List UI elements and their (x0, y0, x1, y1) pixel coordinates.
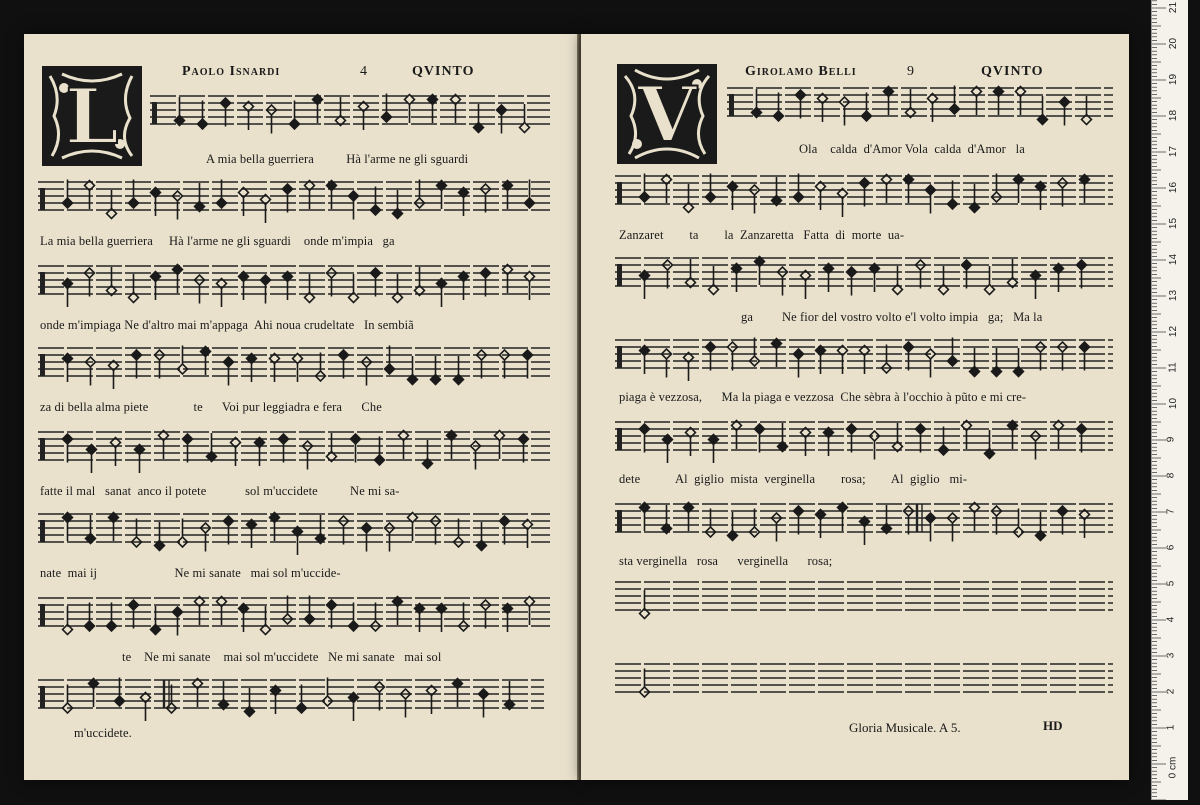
note-head (755, 424, 765, 434)
note-head (939, 445, 949, 455)
lyric-line: sta verginella rosa verginella rosa; (619, 554, 833, 568)
clef-icon (617, 346, 622, 368)
lyric-line: fatte il mal sanat anco il potete sol m'uccidete Ne mi sa- (40, 484, 400, 498)
measurement-ruler (1151, 0, 1188, 800)
ruler-number: 21 (1168, 1, 1180, 14)
clef-icon (40, 438, 45, 460)
note-head (283, 184, 293, 194)
note-head (497, 105, 507, 115)
lyric-line: za di bella alma piete te Voi pur leggiadra e fera Che (40, 400, 382, 414)
note-head (1080, 342, 1090, 352)
page-number: 4 (360, 64, 367, 79)
part-name: QVINTO (412, 64, 475, 79)
note-head (916, 424, 926, 434)
signature-mark: HD (1043, 718, 1063, 733)
staff (38, 180, 550, 224)
clef-icon (729, 94, 734, 116)
ruler-number: 9 (1165, 436, 1177, 443)
lyric-line: piaga è vezzosa, Ma la piaga e vezzosa Che sèbra à l'occhio à pũto e mi cre- (619, 390, 1027, 404)
note-head (904, 342, 914, 352)
note-head (375, 455, 385, 465)
staff (615, 257, 1113, 299)
note-head (261, 275, 271, 285)
note-head (926, 185, 936, 195)
note-head (794, 506, 804, 516)
note-head (224, 357, 234, 367)
ruler-number: 19 (1168, 73, 1180, 86)
note-head (860, 178, 870, 188)
note-head (794, 349, 804, 359)
note-head (339, 350, 349, 360)
note-head (305, 614, 315, 624)
initial-letter: V (637, 69, 697, 159)
staff (615, 421, 1113, 463)
staff (38, 265, 550, 307)
ruler-number: 1 (1165, 724, 1177, 731)
note-head (279, 434, 289, 444)
initial-letter: L (65, 71, 119, 161)
note-head (198, 119, 208, 129)
note-head (221, 98, 231, 108)
clef-icon (40, 354, 45, 376)
footer-title: Gloria Musicale. A 5. (849, 720, 961, 735)
note-head (481, 268, 491, 278)
page-number: 9 (907, 64, 914, 79)
note-head (519, 434, 529, 444)
staff (615, 503, 1113, 545)
lyric-line: te Ne mi sanate mai sol m'uccidete Ne mi sanate mai sol (122, 650, 442, 664)
lyric-line: ga Ne fior del vostro volto e'l volto impia ga; Ma la (741, 310, 1043, 324)
note-head (63, 434, 73, 444)
ruler-number: 18 (1168, 109, 1180, 122)
note-head (796, 90, 806, 100)
lyric-line: m'uccidete. (74, 726, 132, 740)
note-head (525, 198, 535, 208)
note-head (115, 696, 125, 706)
note-head (382, 112, 392, 122)
note-head (129, 600, 139, 610)
ruler-number: 15 (1168, 217, 1180, 230)
note-head (349, 191, 359, 201)
note-head (173, 607, 183, 617)
note-head (132, 350, 142, 360)
note-head (371, 268, 381, 278)
lyric-line: Zanzaret ta la Zanzaretta Fatta di morte ua- (619, 228, 905, 242)
note-head (85, 621, 95, 631)
clef-icon (617, 428, 622, 450)
note-head (948, 199, 958, 209)
ruler-number: 14 (1168, 253, 1180, 266)
staff (727, 86, 1113, 126)
clef-icon (617, 510, 622, 532)
ruler-number: 8 (1165, 472, 1177, 479)
staff (615, 664, 1113, 697)
ruler-number: 20 (1168, 37, 1180, 50)
note-head (847, 267, 857, 277)
composer-name: Girolamo Belli (745, 64, 857, 79)
note-head (297, 703, 307, 713)
clef-icon (40, 604, 45, 626)
note-head (847, 424, 857, 434)
note-head (371, 205, 381, 215)
lyric-line: A mia bella guerriera Hà l'arme ne gli sguardi (206, 152, 469, 166)
note-head (224, 516, 234, 526)
ruler-number: 3 (1165, 652, 1177, 659)
staff (38, 596, 550, 636)
note-head (290, 119, 300, 129)
note-head (107, 621, 117, 631)
clef-icon (40, 272, 45, 294)
note-head (640, 424, 650, 434)
staff (615, 174, 1113, 218)
note-head (362, 523, 372, 533)
note-head (63, 198, 73, 208)
staff (38, 513, 550, 555)
note-head (862, 111, 872, 121)
note-head (706, 192, 716, 202)
staff (615, 338, 1113, 382)
lyric-line: nate mai ij Ne mi sanate mai sol m'uccide- (40, 566, 341, 580)
note-head (523, 350, 533, 360)
note-head (950, 104, 960, 114)
ruler-number: 13 (1168, 289, 1180, 302)
ruler-number: 5 (1165, 580, 1177, 587)
clef-icon (40, 188, 45, 210)
note-head (794, 192, 804, 202)
right-page (581, 34, 1129, 780)
ruler-number: 11 (1167, 362, 1179, 373)
note-head (385, 364, 395, 374)
note-head (327, 600, 337, 610)
staff (38, 431, 550, 473)
note-head (962, 260, 972, 270)
staff (615, 582, 1113, 618)
note-head (500, 516, 510, 526)
note-head (183, 434, 193, 444)
ruler-number: 2 (1165, 688, 1177, 695)
left-page (24, 34, 579, 780)
ruler-number: 16 (1168, 181, 1180, 194)
clef-icon (40, 686, 45, 708)
clef-icon (152, 102, 157, 124)
ruler-unit-label: 0 cm (1167, 756, 1179, 779)
staff (38, 678, 544, 722)
ruler-number: 10 (1168, 397, 1180, 410)
clef-icon (40, 520, 45, 542)
ruler-number: 4 (1165, 616, 1177, 623)
lyric-line: Ola calda d'Amor Vola calda d'Amor la (799, 142, 1025, 156)
note-head (217, 198, 227, 208)
note-head (351, 434, 361, 444)
staff (38, 346, 550, 390)
staff (150, 94, 550, 134)
note-head (349, 621, 359, 631)
note-head (1058, 506, 1068, 516)
note-head (948, 356, 958, 366)
clef-icon (617, 182, 622, 204)
ruler-number: 12 (1168, 325, 1180, 338)
note-head (1060, 97, 1070, 107)
note-head (1077, 260, 1087, 270)
note-head (129, 198, 139, 208)
note-head (774, 111, 784, 121)
lyric-line: onde m'impiaga Ne d'altro mai m'appaga Ahi noua crudeltate In sembiã (40, 318, 414, 332)
note-head (926, 513, 936, 523)
note-head (1077, 424, 1087, 434)
lyric-line: La mia bella guerriera Hà l'arme ne gli sguardi onde m'impia ga (40, 234, 395, 248)
composer-name: Paolo Isnardi (182, 64, 281, 79)
note-head (640, 192, 650, 202)
lyric-line: dete Al giglio mista verginella rosa; Al giglio mi- (619, 472, 968, 486)
clef-icon (617, 264, 622, 286)
note-head (479, 689, 489, 699)
part-name: QVINTO (981, 64, 1044, 79)
note-head (706, 342, 716, 352)
ruler-number: 17 (1168, 145, 1180, 158)
ruler-number: 6 (1165, 544, 1177, 551)
ruler-number: 7 (1165, 508, 1177, 515)
